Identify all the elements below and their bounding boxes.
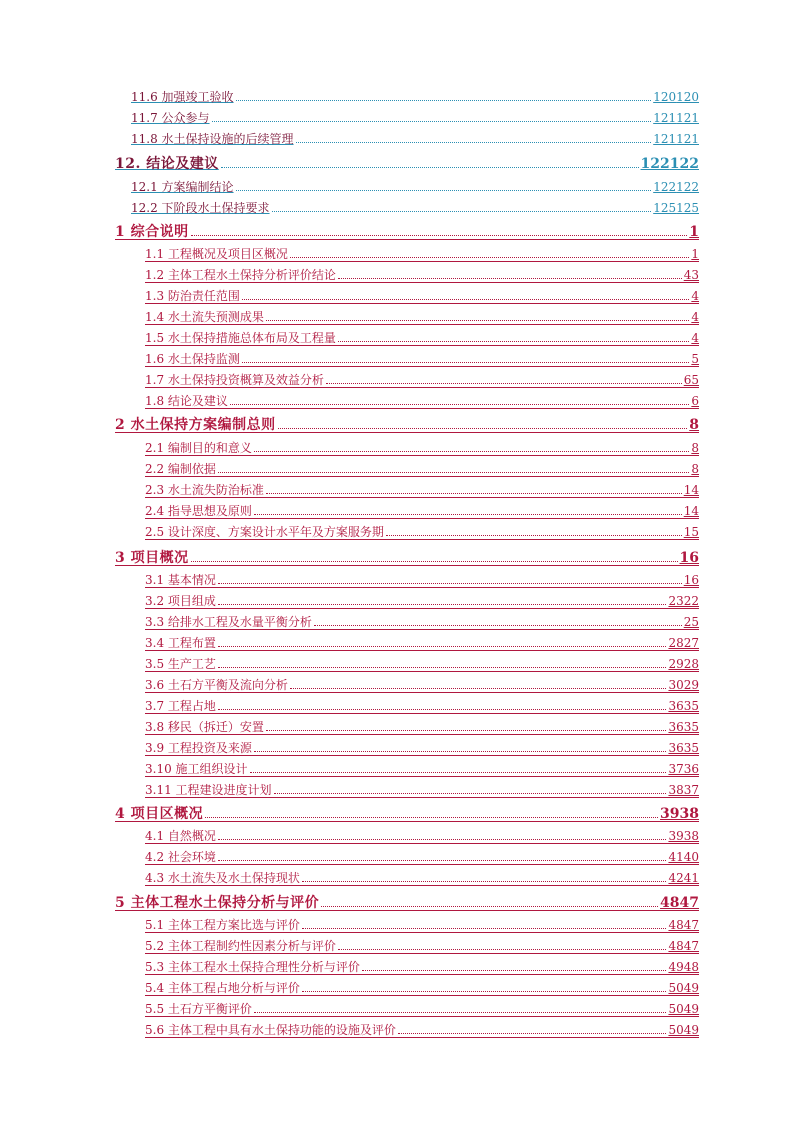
toc-page-number: 6	[691, 394, 699, 408]
toc-leader-dots	[218, 646, 667, 647]
toc-page-number: 8	[691, 462, 699, 476]
toc-leader-dots	[191, 235, 688, 236]
toc-leader-dots	[362, 970, 667, 971]
toc-leader-dots	[212, 121, 652, 122]
toc-entry-label: 5.5 土石方平衡评价	[145, 1002, 252, 1016]
toc-entry-label: 3.6 土石方平衡及流向分析	[145, 678, 288, 692]
toc-entry[interactable]	[145, 285, 699, 304]
toc-entry-label: 1.7 水土保持投资概算及效益分析	[145, 373, 324, 387]
toc-leader-dots	[302, 928, 667, 929]
toc-page-number-deleted: 122	[669, 156, 699, 172]
toc-entry[interactable]	[115, 217, 699, 240]
toc-entry-label: 5 主体工程水土保持分析与评价	[115, 895, 320, 911]
toc-entry[interactable]	[145, 977, 699, 996]
toc-page-number: 14	[683, 483, 699, 497]
toc-page-number: 2928	[668, 657, 699, 671]
toc-entry-label: 3.8 移民（拆迁）安置	[145, 720, 264, 734]
toc-entry-label: 11.7 公众参与	[131, 111, 210, 125]
toc-leader-dots	[266, 320, 689, 321]
toc-entry-label: 1.5 水土保持措施总体布局及工程量	[145, 331, 336, 345]
toc-page-number: 1	[689, 224, 699, 240]
toc-entry[interactable]	[145, 695, 699, 714]
toc-entry-label: 2.3 水土流失防治标准	[145, 483, 264, 497]
toc-entry[interactable]	[145, 500, 699, 519]
toc-entry[interactable]	[145, 758, 699, 777]
toc-leader-dots	[218, 839, 667, 840]
toc-page-number: 4	[691, 310, 699, 324]
toc-entry[interactable]	[115, 149, 699, 171]
toc-entry-label: 5.1 主体工程方案比选与评价	[145, 918, 300, 932]
toc-entry[interactable]	[145, 779, 699, 798]
toc-leader-dots	[296, 142, 652, 143]
toc-entry[interactable]	[145, 737, 699, 756]
toc-page-number: 4140	[668, 850, 699, 864]
toc-page-number: 122	[653, 180, 677, 194]
toc-leader-dots	[242, 362, 689, 363]
toc-entry[interactable]	[145, 716, 699, 735]
toc-entry[interactable]	[145, 653, 699, 672]
toc-entry-label: 3.1 基本情况	[145, 573, 216, 587]
toc-page-number: 121	[653, 111, 677, 125]
toc-page-number: 3736	[668, 762, 699, 776]
toc-page-number: 122	[640, 156, 670, 172]
toc-entry[interactable]	[145, 998, 699, 1017]
toc-entry[interactable]	[145, 914, 699, 933]
toc-entry[interactable]	[131, 197, 699, 215]
toc-page-number-deleted: 121	[676, 132, 699, 146]
toc-page-number: 2827	[668, 636, 699, 650]
toc-entry-label: 3.2 项目组成	[145, 594, 216, 608]
toc-entry[interactable]	[131, 176, 699, 194]
toc-page-number: 5049	[668, 1002, 699, 1016]
toc-page-number: 3635	[668, 741, 699, 755]
toc-page-number: 120	[653, 90, 677, 104]
toc-page-number: 65	[683, 373, 699, 387]
toc-page-number: 4847	[668, 939, 699, 953]
toc-leader-dots	[205, 817, 658, 818]
toc-leader-dots	[302, 881, 667, 882]
toc-leader-dots	[218, 583, 682, 584]
toc-leader-dots	[266, 730, 667, 731]
toc-entry-label: 3.10 施工组织设计	[145, 762, 248, 776]
toc-leader-dots	[236, 100, 652, 101]
toc-leader-dots	[242, 299, 689, 300]
toc-leader-dots	[272, 211, 652, 212]
toc-leader-dots	[254, 514, 682, 515]
toc-leader-dots	[338, 949, 667, 950]
toc-entry[interactable]	[145, 521, 699, 540]
toc-entry[interactable]	[145, 632, 699, 651]
toc-entry[interactable]	[145, 569, 699, 588]
toc-entry[interactable]	[145, 674, 699, 693]
toc-entry[interactable]	[145, 846, 699, 865]
toc-entry-label: 4.1 自然概况	[145, 829, 216, 843]
toc-page-number: 4241	[668, 871, 699, 885]
toc-page-number: 5049	[668, 981, 699, 995]
toc-entry-label: 2 水土保持方案编制总则	[115, 417, 276, 433]
toc-entry[interactable]	[145, 390, 699, 409]
toc-entry[interactable]	[145, 867, 699, 886]
toc-entry[interactable]	[145, 956, 699, 975]
toc-entry-label: 2.1 编制目的和意义	[145, 441, 252, 455]
toc-page-number: 2322	[668, 594, 699, 608]
toc-entry-label: 3.11 工程建设进度计划	[145, 783, 272, 797]
toc-entry-label: 1.2 主体工程水土保持分析评价结论	[145, 268, 336, 282]
toc-leader-dots	[274, 793, 667, 794]
toc-page-number: 25	[683, 615, 699, 629]
toc-entry-label: 11.8 水土保持设施的后续管理	[131, 132, 294, 146]
toc-entry-label: 5.6 主体工程中具有水土保持功能的设施及评价	[145, 1023, 396, 1037]
toc-entry-label: 3 项目概况	[115, 550, 189, 566]
toc-page-number: 43	[683, 268, 699, 282]
toc-leader-dots	[254, 751, 667, 752]
toc-entry-label: 3.5 生产工艺	[145, 657, 216, 671]
toc-page-number: 8	[691, 441, 699, 455]
toc-leader-dots	[218, 604, 667, 605]
toc-entry-label: 4.2 社会环境	[145, 850, 216, 864]
toc-page-number: 4847	[660, 895, 699, 911]
toc-entry[interactable]	[145, 348, 699, 367]
toc-entry-label: 3.3 给排水工程及水量平衡分析	[145, 615, 312, 629]
toc-entry[interactable]	[145, 306, 699, 325]
toc-entry-label: 3.4 工程布置	[145, 636, 216, 650]
toc-entry-label: 5.3 主体工程水土保持合理性分析与评价	[145, 960, 360, 974]
toc-entry[interactable]	[145, 327, 699, 346]
toc-entry[interactable]	[145, 611, 699, 630]
toc-entry-label: 3.7 工程占地	[145, 699, 216, 713]
toc-page-number: 4847	[668, 918, 699, 932]
toc-page-number: 5049	[668, 1023, 699, 1037]
toc-entry-label: 5.4 主体工程占地分析与评价	[145, 981, 300, 995]
toc-leader-dots	[338, 278, 682, 279]
toc-entry-label: 2.2 编制依据	[145, 462, 216, 476]
toc-leader-dots	[321, 906, 658, 907]
toc-entry[interactable]	[131, 86, 699, 104]
toc-page-number: 1	[691, 247, 699, 261]
toc-page-number: 14	[683, 504, 699, 518]
toc-leader-dots	[278, 428, 688, 429]
toc-entry[interactable]	[115, 410, 699, 433]
toc-entry-label: 12.1 方案编制结论	[131, 180, 234, 194]
toc-entry[interactable]	[115, 799, 699, 822]
toc-page-number-deleted: 121	[676, 111, 699, 125]
toc-leader-dots	[338, 341, 689, 342]
toc-entry[interactable]	[115, 888, 699, 911]
toc-entry[interactable]	[145, 437, 699, 456]
toc-page-number: 3029	[668, 678, 699, 692]
toc-entry-label: 1.1 工程概况及项目区概况	[145, 247, 288, 261]
toc-entry-label: 12. 结论及建议	[115, 156, 219, 172]
toc-page-number: 4948	[668, 960, 699, 974]
toc-leader-dots	[218, 667, 667, 668]
toc-entry-label: 4.3 水土流失及水土保持现状	[145, 871, 300, 885]
toc-page-number: 3837	[668, 783, 699, 797]
toc-page-number: 16	[679, 550, 699, 566]
toc-entry-label: 1.3 防治责任范围	[145, 289, 240, 303]
toc-leader-dots	[218, 860, 667, 861]
toc-page-number: 4	[691, 289, 699, 303]
toc-entry[interactable]	[145, 458, 699, 477]
toc-entry-label: 3.9 工程投资及来源	[145, 741, 252, 755]
toc-entry[interactable]	[145, 243, 699, 262]
toc-leader-dots	[290, 257, 689, 258]
toc-entry-label: 5.2 主体工程制约性因素分析与评价	[145, 939, 336, 953]
toc-leader-dots	[218, 709, 667, 710]
toc-page-number-deleted: 125	[676, 201, 699, 215]
toc-entry-label: 1.4 水土流失预测成果	[145, 310, 264, 324]
toc-leader-dots	[302, 991, 667, 992]
toc-page-number: 3635	[668, 720, 699, 734]
toc-leader-dots	[254, 451, 689, 452]
toc-page-number: 3635	[668, 699, 699, 713]
toc-entry[interactable]	[145, 264, 699, 283]
toc-entry-label: 2.5 设计深度、方案设计水平年及方案服务期	[145, 525, 384, 539]
toc-entry[interactable]	[145, 1019, 699, 1038]
toc-page-number: 8	[689, 417, 699, 433]
toc-leader-dots	[266, 493, 682, 494]
toc-entry[interactable]	[115, 543, 699, 566]
toc-entry-label: 11.6 加强竣工验收	[131, 90, 234, 104]
toc-entry[interactable]	[131, 107, 699, 125]
toc-leader-dots	[230, 404, 689, 405]
toc-page-number-deleted: 120	[676, 90, 699, 104]
toc-entry-label: 2.4 指导思想及原则	[145, 504, 252, 518]
toc-entry-label: 1 综合说明	[115, 224, 189, 240]
toc-page-number: 121	[653, 132, 677, 146]
toc-leader-dots	[326, 383, 682, 384]
toc-page-number: 125	[653, 201, 677, 215]
toc-entry[interactable]	[145, 479, 699, 498]
toc-leader-dots	[386, 535, 682, 536]
toc-entry-label: 1.6 水土保持监测	[145, 352, 240, 366]
toc-page-number: 3938	[660, 806, 699, 822]
toc-entry[interactable]	[145, 825, 699, 844]
toc-page-number: 4	[691, 331, 699, 345]
toc-page-number: 16	[683, 573, 699, 587]
toc-leader-dots	[254, 1012, 667, 1013]
toc-entry-label: 12.2 下阶段水土保持要求	[131, 201, 270, 215]
toc-page-number: 3938	[668, 829, 699, 843]
toc-entry-label: 4 项目区概况	[115, 806, 204, 822]
toc-entry-label: 1.8 结论及建议	[145, 394, 228, 408]
toc-leader-dots	[191, 561, 678, 562]
toc-leader-dots	[221, 167, 639, 168]
toc-leader-dots	[398, 1033, 667, 1034]
toc-entry[interactable]	[145, 935, 699, 954]
toc-page-number: 5	[691, 352, 699, 366]
toc-leader-dots	[236, 190, 652, 191]
toc-entry[interactable]	[145, 590, 699, 609]
toc-leader-dots	[290, 688, 667, 689]
toc-leader-dots	[250, 772, 667, 773]
toc-leader-dots	[218, 472, 689, 473]
toc-page-number-deleted: 122	[676, 180, 699, 194]
toc-entry[interactable]	[131, 128, 699, 146]
toc-page-number: 15	[683, 525, 699, 539]
toc-entry[interactable]	[145, 369, 699, 388]
toc-leader-dots	[314, 625, 682, 626]
